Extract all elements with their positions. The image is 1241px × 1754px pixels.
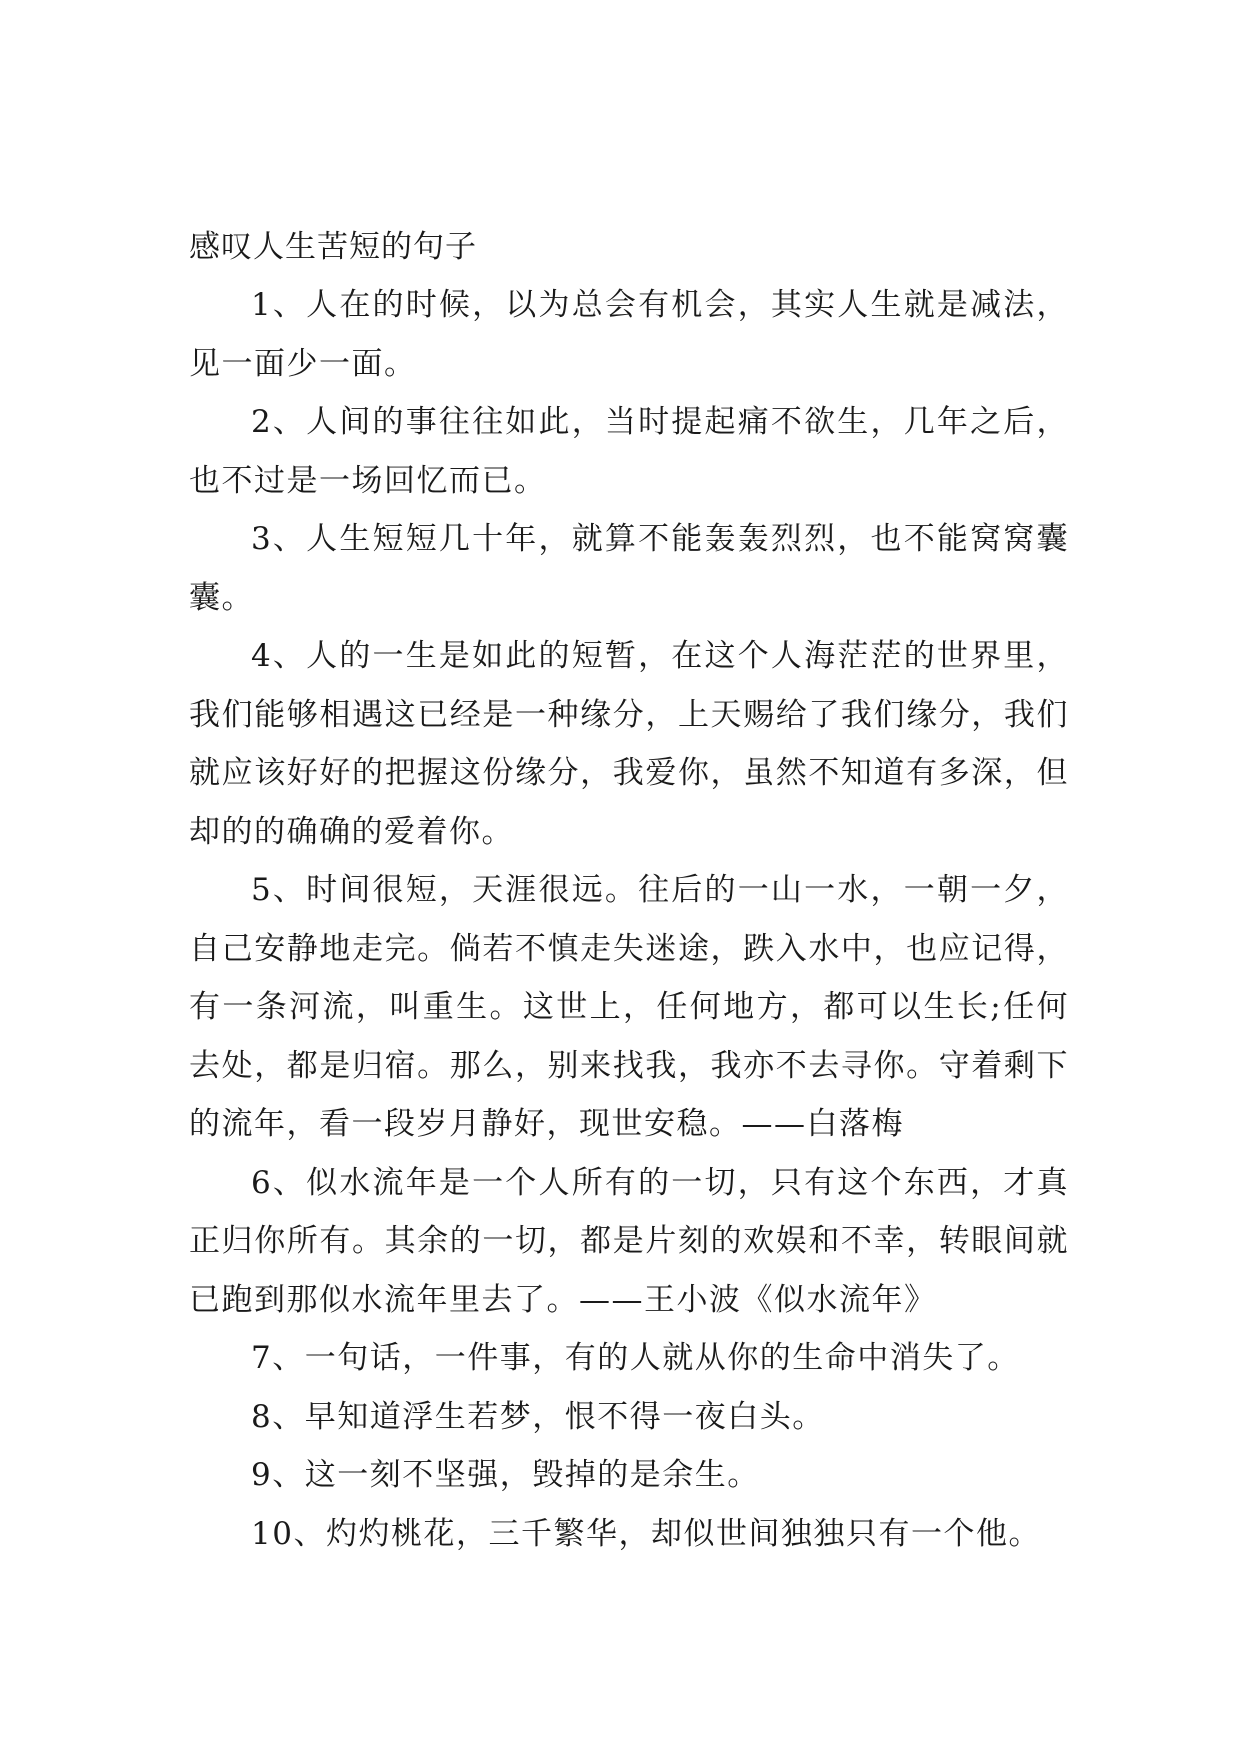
paragraph-2: 2、人间的事往往如此，当时提起痛不欲生，几年之后，也不过是一场回忆而已。: [189, 404, 1069, 499]
paragraph-4: 4、人的一生是如此的短暂，在这个人海茫茫的世界里，我们能够相遇这已经是一种缘分，上天赐给了我们缘分，我们就应该好好的把握这份缘分，我爱你，虽然不知道有多深，但却的的确确的爱着你。: [189, 638, 1069, 850]
paragraph-5: 5、时间很短，天涯很远。往后的一山一水，一朝一夕，自己安静地走完。倘若不慎走失迷途，跌入水中，也应记得，有一条河流，叫重生。这世上，任何地方，都可以生长;任何去处，都是归宿。那么，别来找我，我亦不去寻你。守着剩下的流年，看一段岁月静好，现世安稳。——白落梅: [189, 872, 1069, 1142]
document-title: 感叹人生苦短的句子: [189, 229, 477, 265]
paragraph-10: 10、灼灼桃花，三千繁华，却似世间独独只有一个他。: [251, 1515, 1041, 1552]
paragraph-8: 8、早知道浮生若梦，恨不得一夜白头。: [251, 1398, 825, 1435]
paragraph-6: 6、似水流年是一个人所有的一切，只有这个东西，才真正归你所有。其余的一切，都是片刻的欢娱和不幸，转眼间就已跑到那似水流年里去了。——王小波《似水流年》: [189, 1164, 1069, 1318]
paragraph-3: 3、人生短短几十年，就算不能轰轰烈烈，也不能窝窝囊囊。: [189, 521, 1069, 616]
document-page: [189, 218, 1069, 1563]
paragraph-7: 7、一句话，一件事，有的人就从你的生命中消失了。: [251, 1340, 1020, 1376]
paragraph-1: 1、人在的时候，以为总会有机会，其实人生就是减法，见一面少一面。: [189, 287, 1069, 382]
paragraph-9: 9、这一刻不坚强，毁掉的是余生。: [251, 1457, 760, 1493]
